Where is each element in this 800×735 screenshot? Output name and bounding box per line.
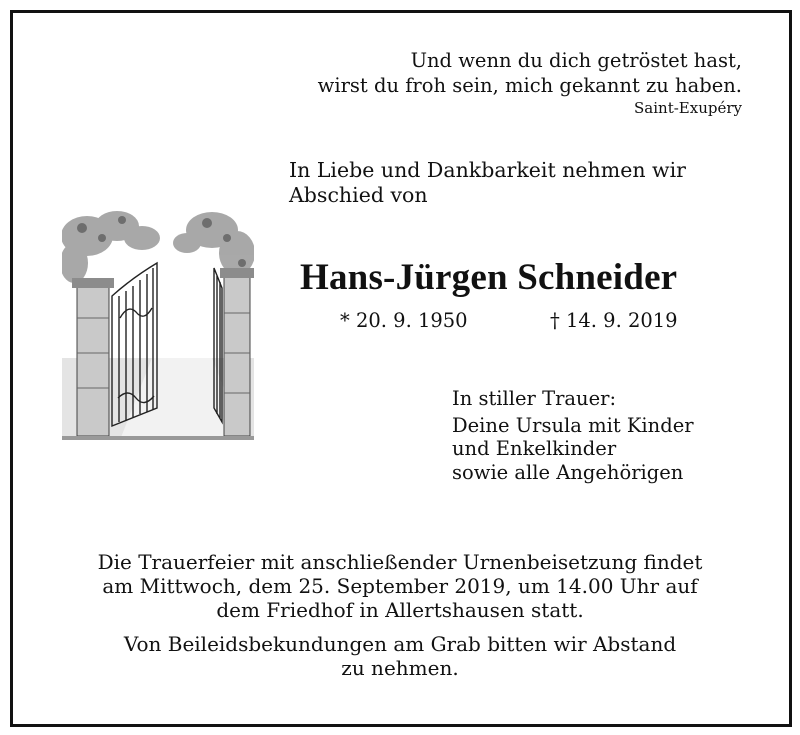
condolence-request (30, 632, 770, 680)
intro-text (289, 158, 686, 208)
quote-line-1: Und wenn du dich getröstet hast, (410, 49, 742, 72)
deceased-name: Hans-Jürgen Schneider (300, 257, 678, 298)
service-line-2: am Mittwoch, dem 25. September 2019, um 14.00 Uhr auf (102, 574, 698, 598)
request-line-1: Von Beileidsbekundungen am Grab bitten wir Abstand (123, 632, 677, 656)
right-pillar (220, 268, 254, 436)
quote-author: Saint-Exupéry (634, 99, 742, 117)
intro-line-1: In Liebe und Dankbarkeit nehmen wir (289, 158, 686, 182)
quote-line-2: wirst du froh sein, mich gekannt zu haben. (317, 74, 742, 97)
quote-block (318, 48, 742, 118)
mourners-block (452, 387, 694, 484)
mourner-line: und Enkelkinder (452, 437, 617, 460)
service-announcement (30, 550, 770, 622)
garden-gate-icon (62, 208, 254, 440)
mourner-line: Deine Ursula mit Kinder (452, 413, 694, 437)
service-line-1: Die Trauerfeier mit anschließender Urnenbeisetzung findet (97, 550, 703, 574)
left-pillar (72, 278, 114, 436)
birth-date: * 20. 9. 1950 (340, 309, 468, 332)
mourners-heading: In stiller Trauer: (452, 387, 617, 410)
service-line-3: dem Friedhof in Allertshausen statt. (216, 598, 584, 622)
death-date: † 14. 9. 2019 (550, 309, 678, 332)
request-line-2: zu nehmen. (341, 656, 459, 680)
intro-line-2: Abschied von (289, 183, 428, 207)
mourner-line: sowie alle Angehörigen (452, 460, 684, 484)
